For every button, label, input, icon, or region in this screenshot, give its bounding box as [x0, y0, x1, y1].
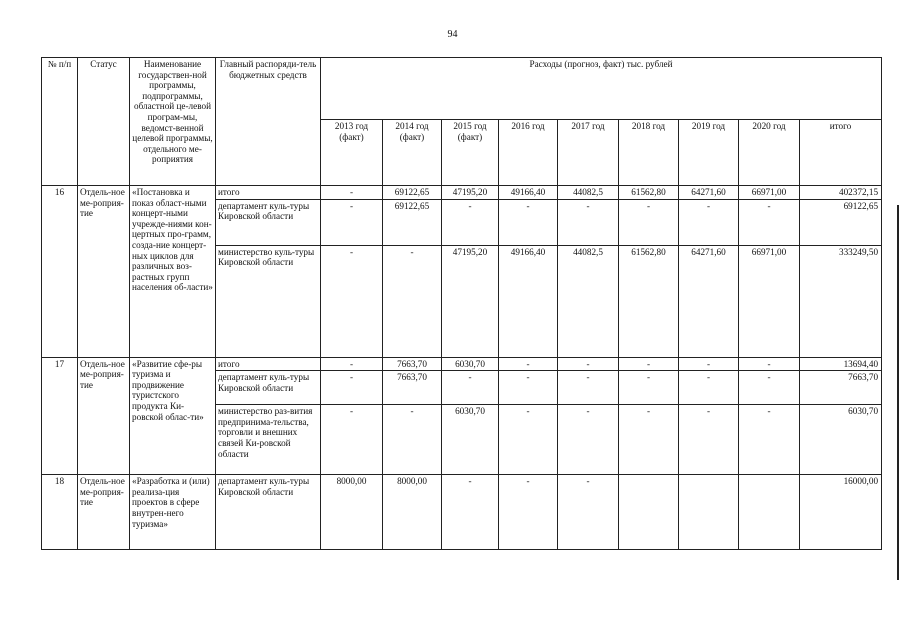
- cell-2020: -: [739, 199, 800, 245]
- table-row: [42, 186, 882, 200]
- cell-2020: 66971,00: [739, 245, 800, 357]
- cell-2014: -: [383, 245, 442, 357]
- row-admin: итого: [216, 357, 321, 371]
- cell-2020: -: [739, 357, 800, 371]
- cell-2019: -: [679, 199, 739, 245]
- header-total: итого: [800, 120, 882, 186]
- cell-2019: -: [679, 371, 739, 405]
- cell-2015: 6030,70: [442, 357, 499, 371]
- cell-2018: 61562,80: [619, 245, 679, 357]
- cell-2019: [679, 475, 739, 550]
- cell-2017: 44082,5: [558, 245, 619, 357]
- cell-2015: 47195,20: [442, 245, 499, 357]
- cell-total: 7663,70: [800, 371, 882, 405]
- cell-2019: 64271,60: [679, 186, 739, 200]
- cell-2018: -: [619, 371, 679, 405]
- cell-2018: -: [619, 405, 679, 475]
- cell-2013: 8000,00: [321, 475, 383, 550]
- cell-2013: -: [321, 245, 383, 357]
- row-admin: министерство куль-туры Кировской области: [216, 245, 321, 357]
- cell-2018: [619, 475, 679, 550]
- header-admin: Главный распоряди-тель бюджетных средств: [216, 58, 321, 186]
- cell-2015: 6030,70: [442, 405, 499, 475]
- cell-2019: -: [679, 357, 739, 371]
- header-year: 2016 год: [499, 120, 558, 186]
- cell-2020: [739, 475, 800, 550]
- header-expenses: Расходы (прогноз, факт) тыс. рублей: [321, 58, 882, 120]
- cell-2013: -: [321, 371, 383, 405]
- cell-2014: 69122,65: [383, 199, 442, 245]
- cell-2017: -: [558, 371, 619, 405]
- cell-2020: 66971,00: [739, 186, 800, 200]
- row-admin: итого: [216, 186, 321, 200]
- cell-total: 13694,40: [800, 357, 882, 371]
- cell-2019: -: [679, 405, 739, 475]
- header-year: 2017 год: [558, 120, 619, 186]
- cell-2013: -: [321, 199, 383, 245]
- cell-2015: -: [442, 371, 499, 405]
- table-row: [42, 475, 882, 550]
- cell-2017: -: [558, 405, 619, 475]
- row-name: «Постановка и показ област-ными концерт-ными учрежде-ниями кон-цертных про-грамм, созда-ние концерт-ных циклов для различных воз-растных групп населения об-ласти»: [130, 186, 216, 358]
- cell-2017: -: [558, 475, 619, 550]
- row-admin: департамент куль-туры Кировской области: [216, 475, 321, 550]
- cell-total: 333249,50: [800, 245, 882, 357]
- budget-table: [41, 57, 882, 550]
- header-status: Статус: [78, 58, 130, 186]
- cell-2015: -: [442, 199, 499, 245]
- cell-total: 6030,70: [800, 405, 882, 475]
- cell-total: 402372,15: [800, 186, 882, 200]
- cell-2014: 7663,70: [383, 357, 442, 371]
- header-year: 2019 год: [679, 120, 739, 186]
- row-status: Отдель-ное ме-роприя-тие: [78, 357, 130, 475]
- cell-2016: -: [499, 199, 558, 245]
- row-name: «Разработка и (или) реализа-ция проектов в сфере внутрен-него туризма»: [130, 475, 216, 550]
- cell-2018: -: [619, 199, 679, 245]
- cell-2014: 7663,70: [383, 371, 442, 405]
- cell-2019: 64271,60: [679, 245, 739, 357]
- cell-2015: -: [442, 475, 499, 550]
- cell-2017: 44082,5: [558, 186, 619, 200]
- row-status: Отдель-ное ме-роприя-тие: [78, 475, 130, 550]
- row-name: «Развитие сфе-ры туризма и продвижение туристского продукта Ки-ровской облас-ти»: [130, 357, 216, 475]
- cell-2016: -: [499, 475, 558, 550]
- row-status: Отдель-ное ме-роприя-тие: [78, 186, 130, 358]
- row-number: 17: [42, 357, 78, 475]
- cell-2016: -: [499, 357, 558, 371]
- cell-2013: -: [321, 357, 383, 371]
- header-year: 2013 год (факт): [321, 120, 383, 186]
- header-name: Наименование государствен-ной программы, подпрограммы, областной це-левой програм-мы, ведомст-венной целевой программы, отдельного ме-роприятия: [130, 58, 216, 186]
- cell-2018: 61562,80: [619, 186, 679, 200]
- cell-2015: 47195,20: [442, 186, 499, 200]
- cell-2014: -: [383, 405, 442, 475]
- header-year: 2018 год: [619, 120, 679, 186]
- cell-2020: -: [739, 405, 800, 475]
- row-admin: департамент куль-туры Кировской области: [216, 371, 321, 405]
- cell-2016: -: [499, 405, 558, 475]
- header-num: № п/п: [42, 58, 78, 186]
- header-year: 2020 год: [739, 120, 800, 186]
- header-year: 2014 год (факт): [383, 120, 442, 186]
- cell-2016: 49166,40: [499, 245, 558, 357]
- cell-2014: 8000,00: [383, 475, 442, 550]
- cell-2017: -: [558, 199, 619, 245]
- cell-2014: 69122,65: [383, 186, 442, 200]
- row-number: 18: [42, 475, 78, 550]
- cell-2016: 49166,40: [499, 186, 558, 200]
- margin-rule: [897, 205, 899, 580]
- cell-2013: -: [321, 405, 383, 475]
- header-year: 2015 год (факт): [442, 120, 499, 186]
- cell-2016: -: [499, 371, 558, 405]
- cell-2013: -: [321, 186, 383, 200]
- table-row: [42, 357, 882, 371]
- row-admin: департамент куль-туры Кировской области: [216, 199, 321, 245]
- page-number: 94: [447, 29, 458, 40]
- cell-2017: -: [558, 357, 619, 371]
- row-number: 16: [42, 186, 78, 358]
- cell-total: 16000,00: [800, 475, 882, 550]
- cell-2020: -: [739, 371, 800, 405]
- cell-total: 69122,65: [800, 199, 882, 245]
- row-admin: министерство раз-вития предпринима-тельства, торговли и внешних связей Ки-ровской области: [216, 405, 321, 475]
- cell-2018: -: [619, 357, 679, 371]
